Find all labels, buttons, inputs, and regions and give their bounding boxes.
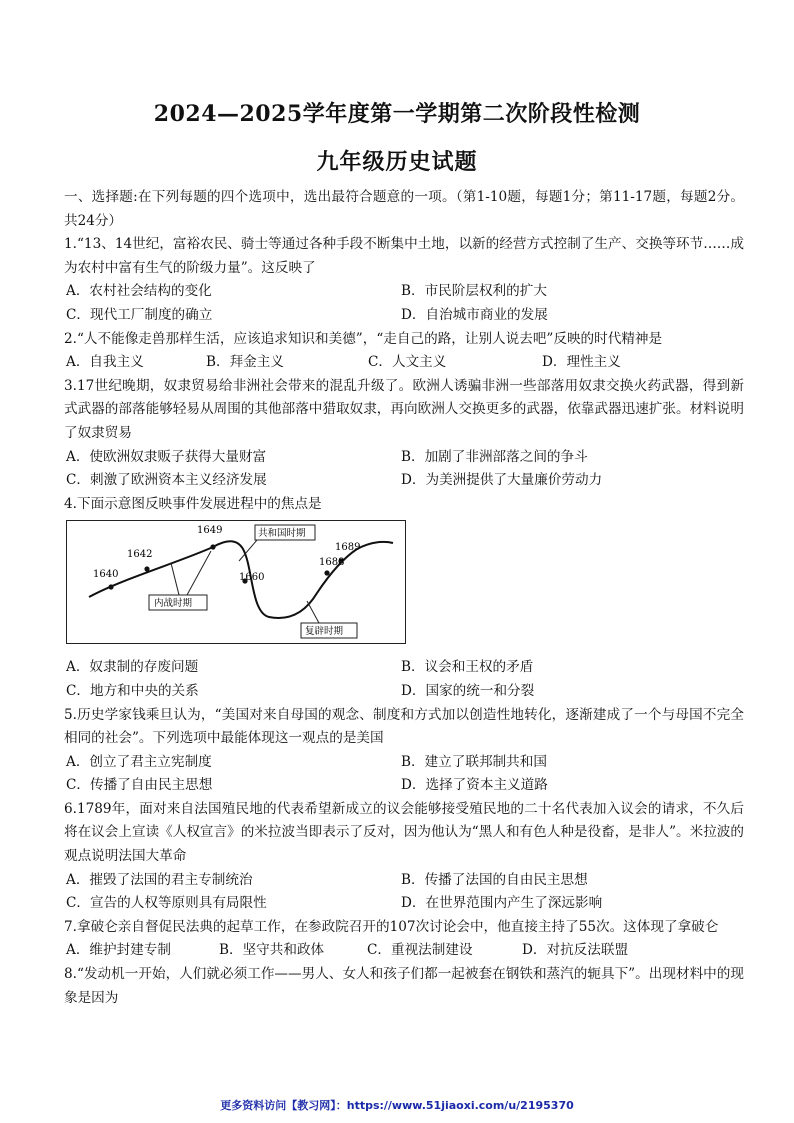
label-1688: 1688 <box>319 557 345 569</box>
option-a: A．使欧洲奴隶贩子获得大量财富 <box>66 448 267 465</box>
question-1-stem: 1.“13、14世纪，富裕农民、骑士等通过各种手段不断集中土地，以新的经营方式控制了生产、交换等环节……成为农村中富有生气的阶级力量”。这反映了 <box>64 236 744 276</box>
question-5-stem: 5.历史学家钱乘旦认为，“美国对来自母国的观念、制度和方式加以创造性地转化，逐渐建成了一个与母国不完全相同的社会”。下列选项中最能体现这一观点的是美国 <box>64 706 744 747</box>
option-a: A．奴隶制的存废问题 <box>66 659 199 676</box>
restoration-label: 复辟时期 <box>305 626 344 638</box>
option-a: A．自我主义 <box>66 354 144 371</box>
point-1642 <box>144 567 149 572</box>
option-d: D．自治城市商业的发展 <box>401 306 548 323</box>
option-d: D．在世界范围内产生了深远影响 <box>401 895 603 912</box>
question-4-stem: 4.下面示意图反映事件发展进程中的焦点是 <box>64 495 322 512</box>
footer-link[interactable]: 更多资料访问【教习网】：https://www.51jiaoxi.com/u/2195370 <box>220 1099 574 1112</box>
question-1-options <box>64 280 744 327</box>
point-1688 <box>324 571 329 576</box>
question-8-stem: 8.“发动机一开始，人们就必须工作——男人、女人和孩子们都一起被套在钢铁和蒸汽的轭具下”。出现材料中的现象是因为 <box>64 966 744 1006</box>
question-6-stem: 6.1789年，面对来自法国殖民地的代表希望新成立的议会能够接受殖民地的二十名代表加入议会的请求，不久后将在议会上宣读《人权宣言》的米拉波当即表示了反对，因为他认为“黑人和有色人种是役畜，是非人”。米拉波的观点说明法国大革命 <box>64 800 744 865</box>
option-d: D．对抗反法联盟 <box>522 942 629 959</box>
diagram-svg <box>67 521 405 643</box>
option-a: A．创立了君主立宪制度 <box>66 753 212 770</box>
option-a: A．农村社会结构的变化 <box>66 283 212 300</box>
exam-subtitle: 九年级历史试题 <box>316 149 478 175</box>
question-6-options <box>64 869 744 916</box>
question-4-options <box>64 656 744 703</box>
point-1640 <box>108 585 113 590</box>
question-7-options <box>64 939 744 963</box>
option-b: B．加剧了非洲部落之间的争斗 <box>401 448 588 465</box>
option-a: A．摧毁了法国的君主专制统治 <box>66 871 253 888</box>
exam-title: 2024—2025学年度第一学期第二次阶段性检测 <box>153 101 641 127</box>
england-revolution-diagram <box>66 520 406 644</box>
label-1642: 1642 <box>127 549 153 561</box>
option-c: C．现代工厂制度的确立 <box>66 306 213 323</box>
exam-content <box>64 186 744 1010</box>
option-c: C．传播了自由民主思想 <box>66 777 213 794</box>
point-1649 <box>210 545 215 550</box>
option-c: C．刺激了欧洲资本主义经济发展 <box>66 472 267 489</box>
question-2-options <box>64 351 744 375</box>
section-heading: 一、选择题:在下列每题的四个选项中，选出最符合题意的一项。（第1-10题，每题1分；第11-17题，每题2分。共24分） <box>64 189 744 229</box>
option-c: C．人文主义 <box>368 354 447 371</box>
option-b: B．议会和王权的矛盾 <box>401 659 534 676</box>
republic-arrow <box>239 540 257 561</box>
question-3-stem: 3.17世纪晚期，奴隶贸易给非洲社会带来的混乱升级了。欧洲人诱骗非洲一些部落用奴隶交换火药武器，得到新式武器的部落能够轻易从周围的其他部落中猎取奴隶，再向欧洲人交换更多的武器，依靠武器迅速扩张。材料说明了奴隶贸易 <box>64 377 744 441</box>
question-2-stem: 2.“人不能像走兽那样生活，应该追求知识和美德”，“走自己的路，让别人说去吧”反映的时代精神是 <box>64 330 663 347</box>
option-d: D．选择了资本主义道路 <box>401 777 548 794</box>
option-b: B．市民阶层权利的扩大 <box>401 283 547 300</box>
option-c: C．地方和中央的关系 <box>66 682 199 699</box>
option-d: D．理性主义 <box>542 354 621 371</box>
option-b: B．建立了联邦制共和国 <box>401 753 547 770</box>
option-b: B．拜金主义 <box>206 354 284 371</box>
civil-war-label: 内战时期 <box>154 598 193 610</box>
label-1660: 1660 <box>239 572 265 584</box>
label-1689: 1689 <box>335 542 361 554</box>
republic-label: 共和国时期 <box>258 528 306 540</box>
restoration-arrow <box>307 601 319 623</box>
civil-war-arrow <box>187 551 211 595</box>
question-3-options <box>64 446 744 493</box>
label-1640: 1640 <box>93 569 119 581</box>
option-d: D．为美洲提供了大量廉价劳动力 <box>401 472 603 489</box>
option-c: C．重视法制建设 <box>367 942 473 959</box>
option-d: D．国家的统一和分裂 <box>401 682 535 699</box>
question-7-stem: 7.拿破仑亲自督促民法典的起草工作，在参政院召开的107次讨论会中，他直接主持了55次。这体现了拿破仑 <box>64 918 719 935</box>
option-b: B．传播了法国的自由民主思想 <box>401 871 588 888</box>
civil-war-arrow-2 <box>171 563 179 595</box>
question-5-options <box>64 751 744 798</box>
label-1649: 1649 <box>197 525 223 537</box>
option-b: B．坚守共和政体 <box>219 942 325 959</box>
option-c: C．宣告的人权等原则具有局限性 <box>66 895 267 912</box>
option-a: A．维护封建专制 <box>66 942 171 959</box>
